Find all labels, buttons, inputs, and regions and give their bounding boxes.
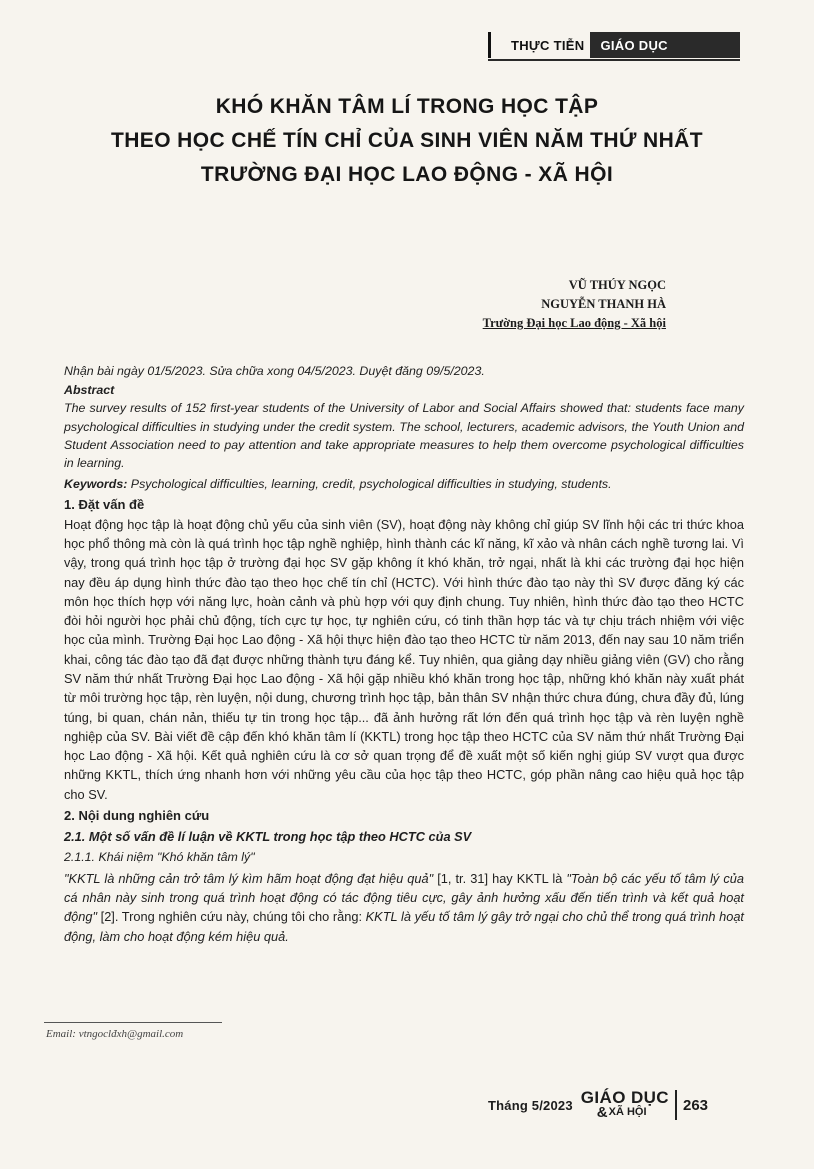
logo-line-2: [581, 1105, 669, 1120]
footnote-divider: [44, 1022, 222, 1023]
author-email: Email: vtngoclđxh@gmail.com: [46, 1028, 184, 1040]
quote-1: "KKTL là những cản trở tâm lý kìm hãm hoạt động đạt hiệu quả": [64, 870, 434, 886]
page-footer: [488, 1088, 748, 1122]
citation-1: [1, tr. 31] hay KKTL là: [433, 870, 567, 886]
title-line-3: TRƯỜNG ĐẠI HỌC LAO ĐỘNG - XÃ HỘI: [200, 163, 614, 186]
title-line-1: KHÓ KHĂN TÂM LÍ TRONG HỌC TẬP: [215, 95, 599, 118]
submission-dates: Nhận bài ngày 01/5/2023. Sửa chữa xong 04/5/2023. Duyệt đăng 09/5/2023.: [64, 364, 485, 378]
section-2-1-1-heading: 2.1.1. Khái niệm "Khó khăn tâm lý": [64, 850, 255, 865]
issue-date: Tháng 5/2023: [488, 1097, 573, 1113]
section-1-paragraph: Hoạt động học tập là hoạt động chủ yếu của sinh viên (SV), hoạt động này không chỉ giúp SV lĩnh hội các tri thức khoa học phổ thông mà còn là quá trình học tập nghề nghiệp, hình thành các kĩ năng, kĩ xảo và nhân cách nghề tương lai. Vì vậy, trong quá trình học tập ở trường đại học SV gặp không ít khó khăn, trở ngại, nhất là khi các trường đại học hiện nay đều áp dụng hình thức đào tạo theo học chế tín chỉ (HCTC). Với hình thức đào tạo này thì SV được đăng ký các môn học thích hợp với năng lực, hoàn cảnh và phù hợp với quy định chung. Tuy nhiên, hình thức đào tạo theo HCTC đòi hỏi người học phải chủ động, tích cực tự học, tự nghiên cứu, có tinh thần hợp tác và tự chịu trách nhiệm với việc học của mình. Trường Đại học Lao động - Xã hội thực hiện đào tạo theo HCTC từ năm 2013, đến nay sau 10 năm triển khai, công tác đào tạo đã đạt được những thành tựu đáng kể. Tuy nhiên, qua giảng dạy nhiều giảng viên (GV) cho rằng SV năm thứ nhất Trường Đại học Lao động - Xã hội gặp nhiều khó khăn trong học tập, những khó khăn này xuất phát từ môi trường học tập, rèn luyện, nội dung, chương trình học tập, bản thân SV nhận thức chưa đúng, chưa đầy đủ, lúng túng, bi quan, chán nản, thiếu tự tin trong học tập... đã ảnh hưởng rất lớn đến quá trình học tập và rèn luyện nghề nghiệp của SV. Bài viết đề cập đến khó khăn tâm lí (KKTL) trong học tập theo HCTC của SV năm thứ nhất Trường Đại học Lao động - Xã hội. Kết quả nghiên cứu là cơ sở quan trọng để đề xuất một số kiến nghị giúp SV vượt qua được những KKTL, thích ứng nhanh hơn với những yêu cầu của học tập theo HCTC, góp phần nâng cao hiệu quả học tập cho SV.: [64, 516, 745, 802]
quote-2: "Toàn bộ các yếu tố tâm lý của cá nhân này sinh trong quá trình hoạt động có tác động tiêu cực, gây ảnh hưởng xấu đến tiến trình và kết quả hoạt động": [64, 870, 745, 925]
section-2-heading: 2. Nội dung nghiên cứu: [64, 808, 210, 824]
author-affiliation: Trường Đại học Lao động - Xã hội: [482, 316, 666, 330]
author-name-1: VŨ THÚY NGỌC: [568, 278, 666, 292]
author-name-2: NGUYỄN THANH HÀ: [541, 297, 666, 311]
header-section-practice: THỰC TIỄN: [488, 32, 590, 58]
citation-2: [2]. Trong nghiên cứu này, chúng tôi cho rằng:: [97, 909, 366, 925]
author-block: [483, 276, 666, 333]
journal-logo: [581, 1090, 677, 1120]
article-title: [40, 90, 774, 192]
keywords: [64, 475, 744, 493]
ampersand-icon: &: [596, 1104, 608, 1121]
page-number: 263: [682, 1096, 709, 1114]
keywords-text: Psychological difficulties, learning, credit, psychological difficulties in studying, students.: [127, 477, 612, 492]
title-line-2: THEO HỌC CHẾ TÍN CHỈ CỦA SINH VIÊN NĂM THỨ NHẤT: [111, 129, 703, 152]
definition-paragraph: [64, 869, 744, 946]
author-definition: KKTL là yếu tố tâm lý gây trở ngại cho chủ thể trong quá trình hoạt động, làm cho hoạt động kém hiệu quả.: [64, 909, 744, 944]
abstract-text: The survey results of 152 first-year students of the University of Labor and Social Affairs showed that: students face many psychological difficulties in studying under the credit system. The school, lecturers, academic advisors, the Youth Union and Student Association need to pay attention and take appropriate measures to help them overcome psychological difficulties in learning.: [64, 401, 744, 471]
section-1-heading: 1. Đặt vấn đề: [64, 497, 145, 513]
keywords-label: Keywords:: [64, 477, 128, 492]
article-body: [64, 362, 744, 946]
header-divider: [488, 59, 740, 61]
abstract-heading: Abstract: [64, 383, 115, 398]
journal-section-header: [488, 32, 740, 58]
logo-line-2-text: XÃ HỘI: [608, 1106, 647, 1118]
logo-line-1: GIÁO DỤC: [580, 1088, 669, 1107]
header-section-education: GIÁO DỤC: [590, 32, 740, 58]
section-2-1-heading: 2.1. Một số vấn đề lí luận về KKTL trong học tập theo HCTC của SV: [64, 829, 472, 845]
